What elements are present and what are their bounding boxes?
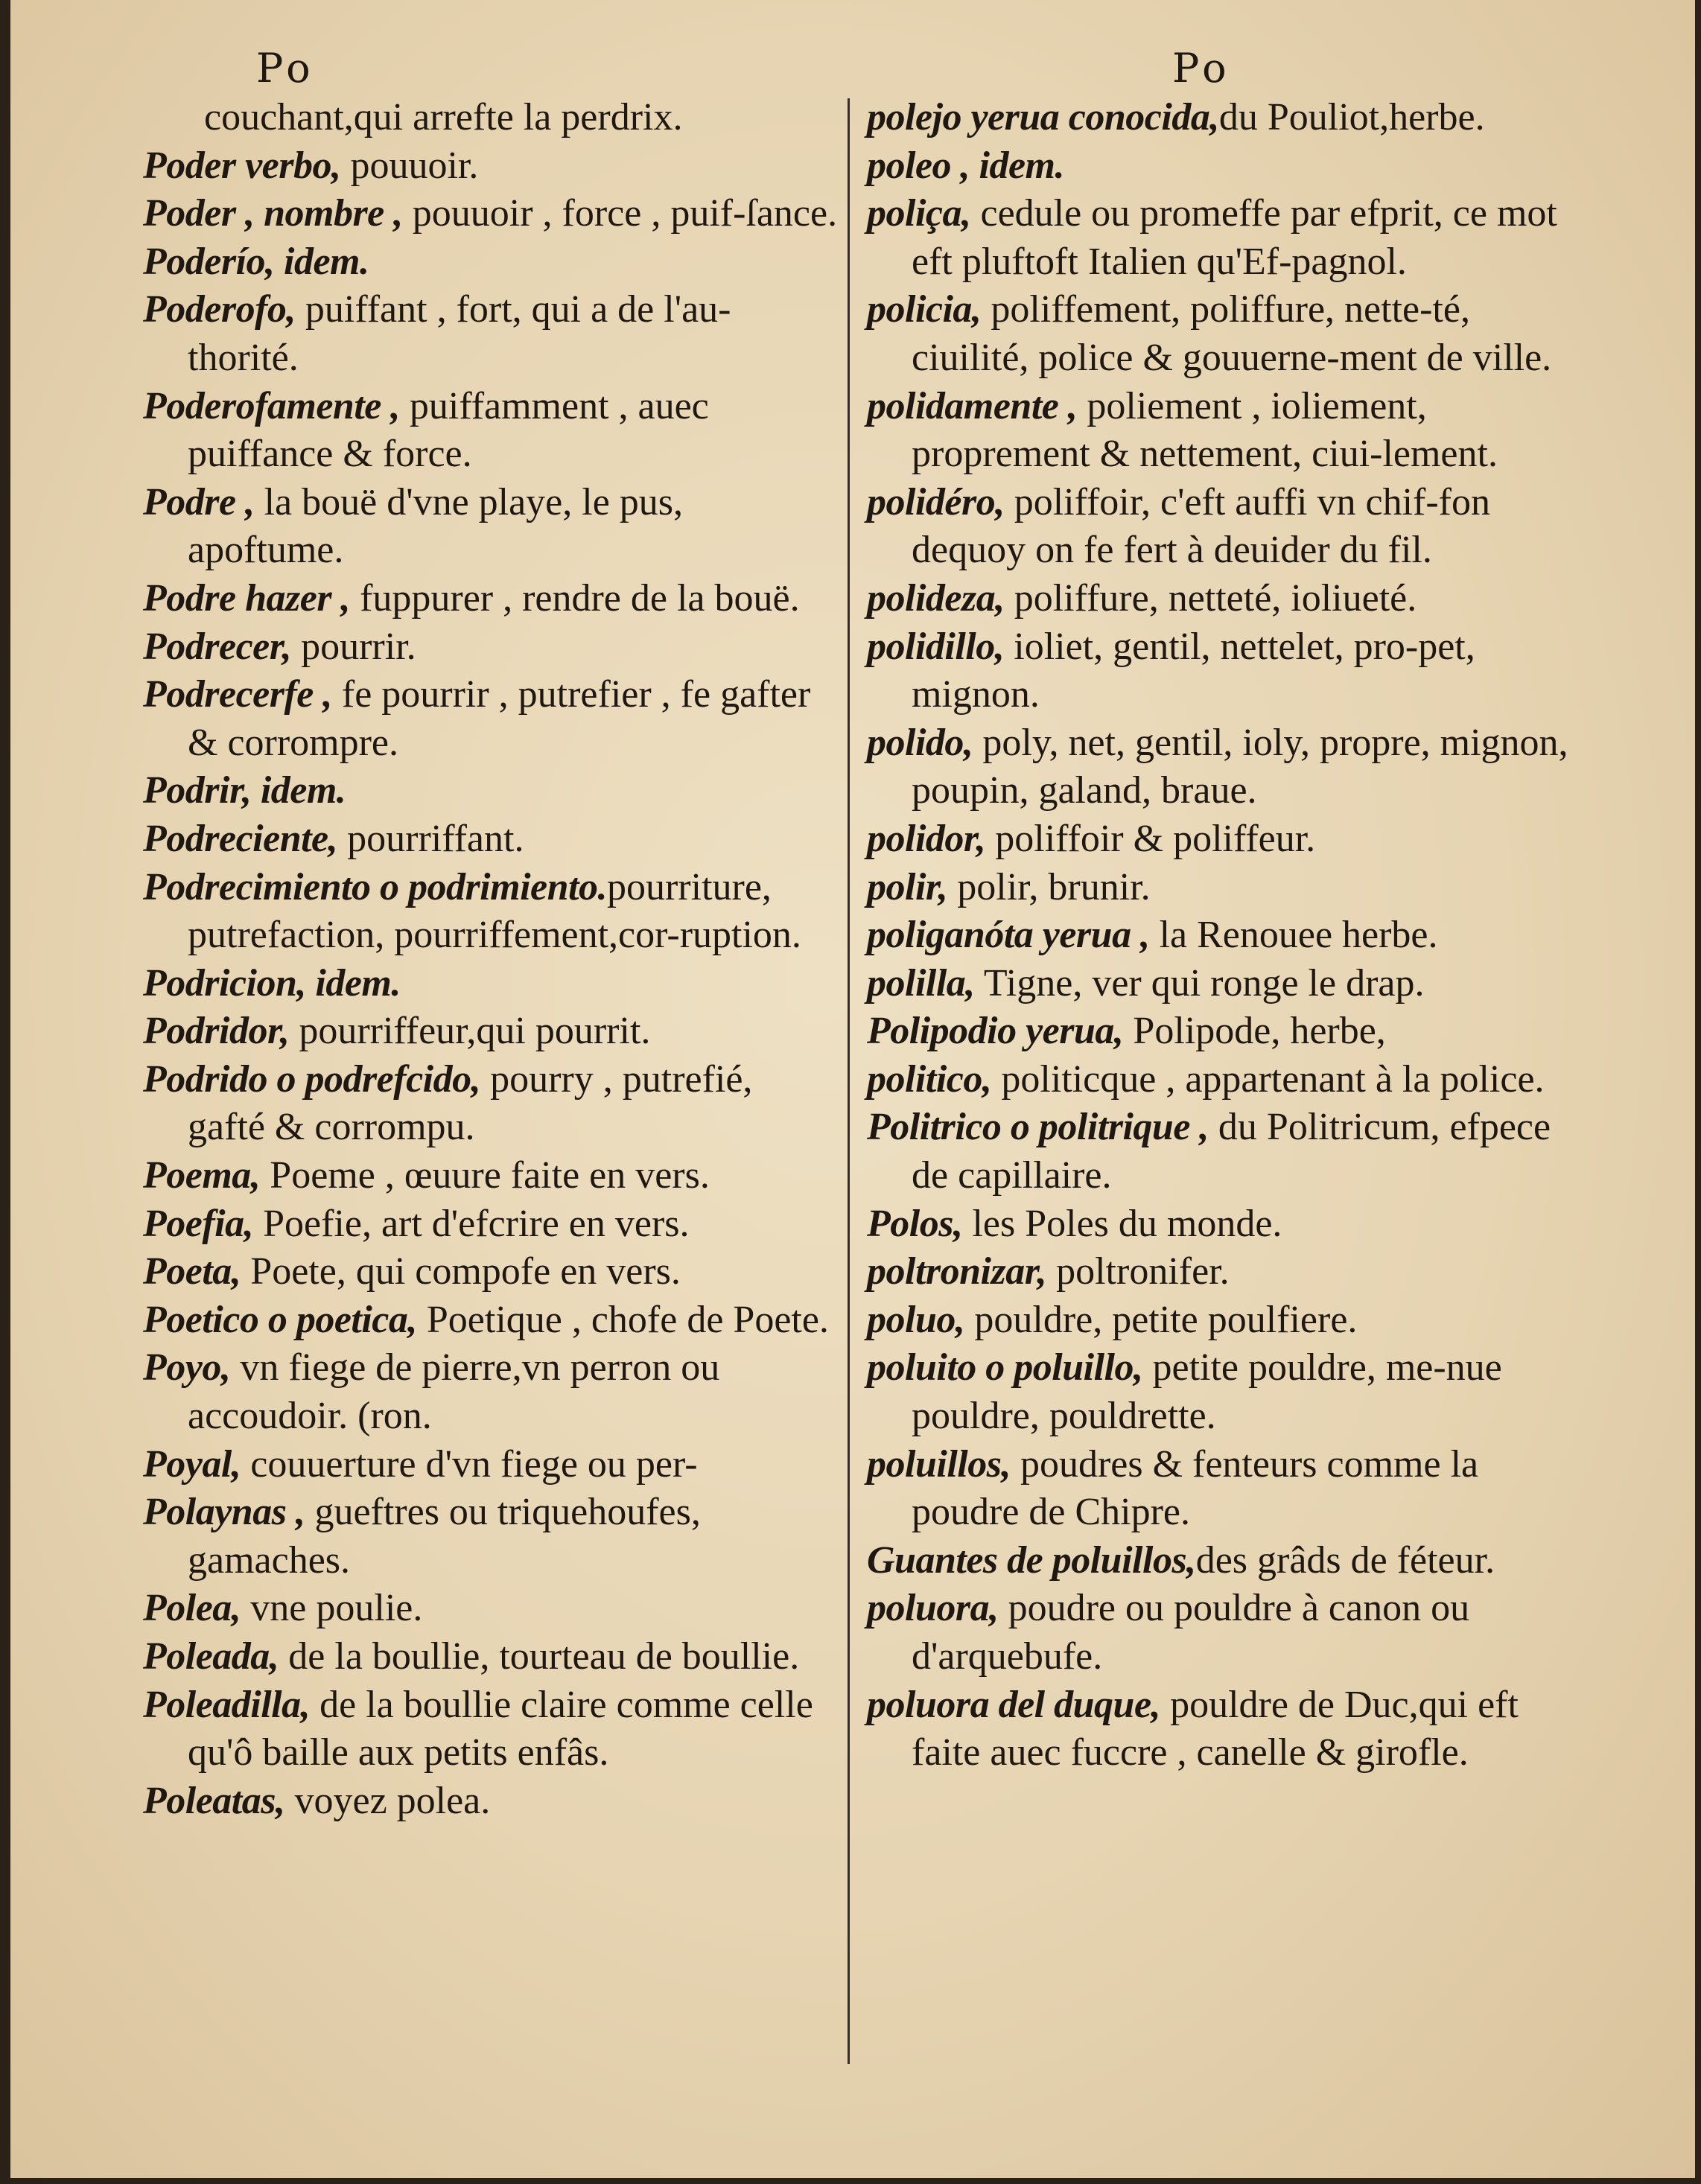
- dictionary-entry: [143, 1441, 839, 1489]
- entry-headword: Poder verbo,: [143, 144, 341, 187]
- entry-definition: vne poulie.: [241, 1587, 423, 1630]
- entry-definition: Tigne, ver qui ronge le drap.: [974, 961, 1425, 1005]
- entry-definition: Poete, qui compofe en vers.: [241, 1250, 681, 1293]
- entry-definition: poliement , ioliement, proprement & nettement, ciui-lement.: [912, 384, 1498, 476]
- entry-definition: poudre ou pouldre à canon ou d'arquebufe.: [912, 1587, 1470, 1678]
- dictionary-entry: [143, 960, 839, 1008]
- entry-headword: polideza,: [867, 576, 1005, 620]
- entry-definition: gueftres ou triquehoufes, gamaches.: [188, 1491, 701, 1582]
- entry-definition: poudres & fenteurs comme la poudre de Chipre.: [912, 1442, 1479, 1534]
- entry-definition: pouldre, petite poulfiere.: [964, 1298, 1358, 1341]
- entry-headword: poliganóta yerua ,: [867, 914, 1150, 957]
- dictionary-entry: [867, 1248, 1582, 1296]
- entry-headword: Podrir, idem.: [143, 769, 346, 812]
- dictionary-page: [10, 0, 1695, 2178]
- entry-definition: fe pourrir , putrefier , fe gafter & corrompre.: [188, 673, 811, 764]
- dictionary-entry: [143, 671, 839, 767]
- entry-headword: Podridor,: [143, 1010, 290, 1053]
- running-head-left: Po: [256, 45, 315, 92]
- entry-headword: polir,: [867, 865, 948, 908]
- entry-headword: poliça,: [867, 192, 971, 235]
- entry-headword: Polos,: [867, 1202, 963, 1245]
- entry-definition: Poeme , œuure faite en vers.: [260, 1154, 710, 1197]
- entry-definition: du Politricum, efpece de capillaire.: [912, 1106, 1551, 1197]
- dictionary-entry: [867, 864, 1582, 912]
- entry-headword: Politrico o politrique ,: [867, 1106, 1209, 1149]
- entry-headword: Podre hazer ,: [143, 576, 351, 620]
- entry-headword: Podrecimiento o podrimiento.: [143, 865, 607, 908]
- dictionary-entry: [867, 1441, 1582, 1537]
- dictionary-entry: [867, 383, 1582, 479]
- entry-definition: pourriffeur,qui pourrit.: [289, 1010, 651, 1053]
- dictionary-entry: [867, 1585, 1582, 1681]
- dictionary-entry: [143, 1585, 839, 1633]
- dictionary-entry: [143, 1344, 839, 1440]
- dictionary-entry: [867, 1007, 1582, 1056]
- dictionary-entry: [143, 1152, 839, 1200]
- entry-definition: des grâds de féteur.: [1195, 1538, 1495, 1582]
- entry-headword: Poyo,: [143, 1346, 231, 1389]
- column-divider: [848, 98, 850, 2064]
- entry-definition: la Renouee herbe.: [1149, 914, 1438, 957]
- entry-headword: Poderío, idem.: [143, 240, 369, 283]
- entry-headword: Poder , nombre ,: [143, 192, 403, 235]
- entry-headword: Poeta,: [143, 1250, 241, 1293]
- entry-definition: puiffant , fort, qui a de l'au-thorité.: [188, 288, 731, 379]
- entry-headword: politico,: [867, 1057, 992, 1101]
- dictionary-entry: [143, 864, 839, 960]
- entry-headword: poluora del duque,: [867, 1683, 1161, 1726]
- dictionary-entry: [143, 1248, 839, 1296]
- left-column: [143, 94, 839, 1825]
- entry-headword: Poderofamente ,: [143, 384, 400, 427]
- entry-headword: polidor,: [867, 817, 986, 860]
- entry-headword: Poetico o poetica,: [143, 1298, 417, 1341]
- dictionary-entry: [867, 1296, 1582, 1345]
- entry-headword: Poderofo,: [143, 288, 296, 331]
- dictionary-entry: [143, 1777, 839, 1826]
- entry-headword: Podricion, idem.: [143, 961, 401, 1005]
- dictionary-entry: [867, 1104, 1582, 1200]
- entry-headword: poluo,: [867, 1298, 965, 1341]
- entry-headword: polejo yerua conocida,: [867, 96, 1219, 139]
- dictionary-entry: [867, 286, 1582, 382]
- entry-definition: poliffure, netteté, ioliueté.: [1004, 576, 1417, 620]
- entry-headword: Podrido o podrefcido,: [143, 1057, 481, 1101]
- dictionary-entry: [143, 815, 839, 864]
- dictionary-entry: [143, 1007, 839, 1056]
- dictionary-entry: [867, 575, 1582, 623]
- entry-definition: poliffement, poliffure, nette-té, ciuilité, police & gouuerne-ment de ville.: [912, 288, 1552, 379]
- entry-headword: poluito o poluillo,: [867, 1346, 1143, 1389]
- entry-headword: polilla,: [867, 961, 975, 1005]
- dictionary-entry: [867, 142, 1582, 191]
- entry-definition: pourriture, putrefaction, pourriffement,cor-ruption.: [188, 865, 801, 957]
- entry-definition: Poefie, art d'efcrire en vers.: [253, 1202, 690, 1245]
- entry-definition: poly, net, gentil, ioly, propre, mignon, poupin, galand, braue.: [912, 721, 1568, 812]
- entry-definition: pouuoir , force , puif-ſance.: [402, 192, 838, 235]
- entry-headword: Poyal,: [143, 1442, 241, 1486]
- entry-definition: pourry , putrefié, gafté & corrompu.: [188, 1057, 753, 1149]
- entry-definition: pouldre de Duc,qui eft faite auec fuccre , canelle & girofle.: [912, 1683, 1519, 1774]
- entry-headword: polidillo,: [867, 625, 1005, 668]
- dictionary-entry: [143, 1056, 839, 1152]
- dictionary-entry: [143, 1633, 839, 1681]
- entry-definition: Polipode, herbe,: [1123, 1010, 1386, 1053]
- dictionary-entry: [867, 94, 1582, 142]
- entry-definition: couuerture d'vn fiege ou per-: [241, 1442, 698, 1486]
- dictionary-entry: [143, 1681, 839, 1777]
- dictionary-entry: [867, 1681, 1582, 1777]
- entry-definition: de la boullie, tourteau de boullie.: [279, 1635, 800, 1678]
- entry-headword: policia,: [867, 288, 982, 331]
- entry-headword: Poefia,: [143, 1202, 254, 1245]
- dictionary-entry: [143, 767, 839, 815]
- entry-definition: puiffamment , auec puiffance & force.: [188, 384, 709, 476]
- entry-headword: Polea,: [143, 1587, 241, 1630]
- entry-definition: voyez polea.: [284, 1779, 491, 1822]
- entry-definition: poltronifer.: [1046, 1250, 1230, 1293]
- dictionary-entry: [143, 479, 839, 575]
- entry-headword: Poleatas,: [143, 1779, 285, 1822]
- dictionary-entry: [143, 142, 839, 191]
- entry-headword: Poema,: [143, 1154, 261, 1197]
- entry-definition: poliffoir & poliffeur.: [985, 817, 1316, 860]
- entry-headword: Podre ,: [143, 480, 255, 523]
- dictionary-entry: [867, 960, 1582, 1008]
- dictionary-entry: [867, 1056, 1582, 1104]
- dictionary-entry: [867, 190, 1582, 286]
- entry-definition: de la boullie claire comme celle qu'ô baille aux petits enfâs.: [188, 1683, 813, 1774]
- entry-headword: poluillos,: [867, 1442, 1011, 1486]
- dictionary-entry: [867, 479, 1582, 575]
- entry-definition: pouuoir.: [340, 144, 479, 187]
- entry-headword: Poleada,: [143, 1635, 279, 1678]
- entry-definition: les Poles du monde.: [962, 1202, 1282, 1245]
- dictionary-entry: [867, 1200, 1582, 1249]
- entry-definition: cedule ou promeffe par efprit, ce mot eft pluftoft Italien qu'Ef-pagnol.: [912, 192, 1557, 283]
- entry-definition: poliffoir, c'eft auffi vn chif-fon dequoy on fe fert à deuider du fil.: [912, 480, 1490, 572]
- entry-definition: polir, brunir.: [947, 865, 1151, 908]
- entry-headword: Guantes de poluillos,: [867, 1538, 1196, 1582]
- dictionary-entry: [143, 1296, 839, 1345]
- dictionary-entry: [143, 286, 839, 382]
- entry-definition: pourriffant.: [337, 817, 524, 860]
- dictionary-entry: [143, 190, 839, 238]
- entry-headword: Podrecerfe ,: [143, 673, 332, 716]
- entry-definition: fuppurer , rendre de la bouë.: [350, 576, 800, 620]
- entry-definition: vn fiege de pierre,vn perron ou accoudoir. (ron.: [188, 1346, 720, 1438]
- dictionary-entry: [867, 1537, 1582, 1585]
- entry-headword: Podrecer,: [143, 625, 292, 668]
- right-column: [867, 94, 1582, 1777]
- dictionary-entry: [867, 911, 1582, 960]
- entry-headword: Polaynas ,: [143, 1491, 305, 1534]
- entry-headword: polidéro,: [867, 480, 1005, 523]
- entry-headword: polido,: [867, 721, 973, 764]
- dictionary-entry: [143, 238, 839, 287]
- dictionary-entry: [143, 575, 839, 623]
- entry-definition: ioliet, gentil, nettelet, pro-pet, mignon.: [912, 625, 1475, 716]
- dictionary-entry: [867, 719, 1582, 815]
- entry-definition: du Pouliot,herbe.: [1218, 96, 1485, 139]
- dictionary-entry: [867, 815, 1582, 864]
- entry-headword: polidamente ,: [867, 384, 1078, 427]
- entry-definition: pourrir.: [291, 625, 416, 668]
- dictionary-entry: [143, 383, 839, 479]
- entry-definition: couchant,qui arrefte la perdrix.: [204, 96, 683, 139]
- entry-headword: Poleadilla,: [143, 1683, 311, 1726]
- entry-headword: poltronizar,: [867, 1250, 1047, 1293]
- entry-headword: poluora,: [867, 1587, 999, 1630]
- entry-definition: politicque , appartenant à la police.: [991, 1057, 1545, 1101]
- entry-headword: Polipodio yerua,: [867, 1010, 1124, 1053]
- dictionary-entry: [143, 1200, 839, 1249]
- running-head-right: Po: [1172, 45, 1231, 92]
- entry-headword: poleo , idem.: [867, 144, 1065, 187]
- dictionary-entry: [143, 94, 839, 142]
- dictionary-entry: [143, 623, 839, 672]
- entry-definition: Poetique , chofe de Poete.: [416, 1298, 829, 1341]
- dictionary-entry: [867, 1344, 1582, 1440]
- entry-definition: petite pouldre, me-nue pouldre, pouldrette.: [912, 1346, 1502, 1438]
- dictionary-entry: [867, 623, 1582, 719]
- dictionary-entry: [143, 1489, 839, 1585]
- entry-headword: Podreciente,: [143, 817, 338, 860]
- entry-definition: la bouë d'vne playe, le pus, apoftume.: [188, 480, 684, 572]
